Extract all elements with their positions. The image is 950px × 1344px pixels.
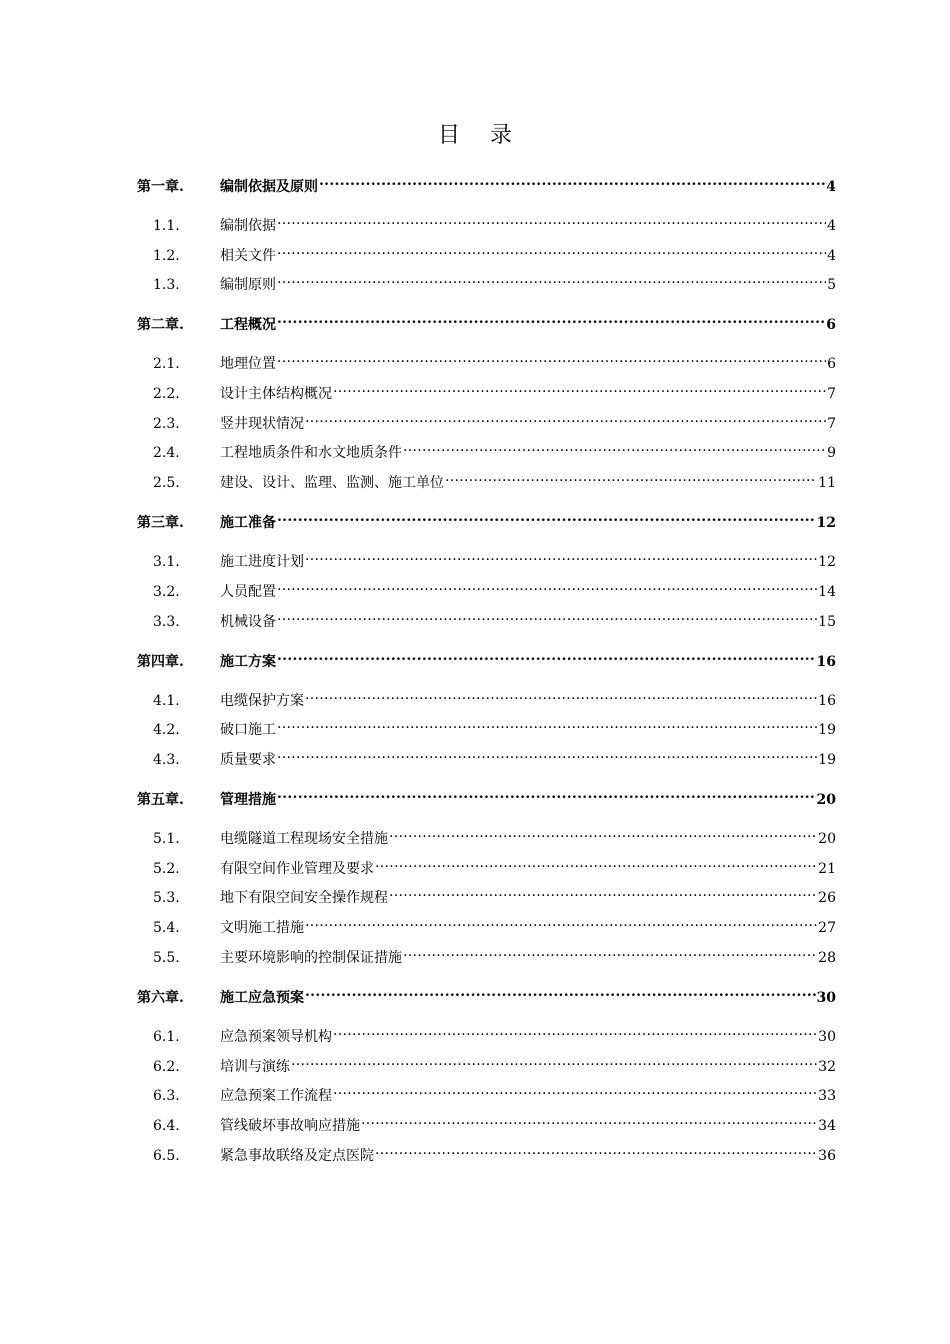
toc-entry-page-number: 36: [818, 1148, 836, 1164]
toc-entry-page-number: 20: [818, 831, 836, 847]
dot-leader: [277, 576, 817, 596]
toc-entry-number: 5.3.: [153, 890, 180, 906]
dot-leader: [277, 714, 817, 734]
toc-entry-page-number: 20: [816, 792, 836, 808]
toc-entry-page-number: 7: [827, 386, 836, 402]
dot-leader: [277, 240, 826, 260]
toc-entry-page-number: 28: [818, 950, 836, 966]
toc-entry-title: 编制依据及原则: [220, 179, 318, 195]
toc-entry-title: 施工方案: [220, 654, 276, 670]
toc-entry-page-number: 6: [827, 356, 836, 372]
dot-leader: [305, 685, 817, 705]
toc-section-entry[interactable]: [137, 606, 836, 630]
toc-entry-number: 6.3.: [153, 1088, 180, 1104]
toc-entry-title: 机械设备: [220, 614, 276, 630]
toc-entry-page-number: 14: [818, 584, 836, 600]
toc-section-entry[interactable]: [137, 348, 836, 372]
toc-entry-number: 第二章.: [137, 317, 184, 333]
dot-leader: [277, 606, 817, 626]
toc-entry-page-number: 32: [818, 1059, 836, 1075]
toc-entry-number: 第六章.: [137, 990, 184, 1006]
toc-entry-number: 2.3.: [153, 416, 180, 432]
toc-entry-title: 编制原则: [220, 277, 276, 293]
toc-entry-number: 2.2.: [153, 386, 180, 402]
toc-entry-page-number: 9: [827, 445, 836, 461]
toc-entry-number: 4.2.: [153, 722, 180, 738]
toc-entry-number: 4.3.: [153, 752, 180, 768]
toc-entry-number: 6.4.: [153, 1118, 180, 1134]
toc-entry-title: 工程地质条件和水文地质条件: [220, 445, 402, 461]
toc-entry-title: 破口施工: [220, 722, 276, 738]
toc-entry-number: 1.3.: [153, 277, 180, 293]
dot-leader: [277, 646, 816, 666]
toc-title: [0, 121, 950, 151]
toc-entry-title: 有限空间作业管理及要求: [220, 861, 374, 877]
toc-chapter-entry[interactable]: [137, 982, 836, 1006]
toc-entry-page-number: 4: [826, 179, 836, 195]
dot-leader: [389, 882, 817, 902]
dot-leader: [291, 1051, 817, 1071]
toc-section-entry[interactable]: [137, 942, 836, 966]
dot-leader: [305, 982, 816, 1002]
toc-chapter-entry[interactable]: [137, 309, 836, 333]
toc-entry-number: 5.5.: [153, 950, 180, 966]
toc-entry-page-number: 21: [818, 861, 836, 877]
dot-leader: [445, 467, 817, 487]
toc-entry-number: 6.5.: [153, 1148, 180, 1164]
toc-entry-number: 第三章.: [137, 515, 184, 531]
toc-entry-title: 应急预案领导机构: [220, 1029, 332, 1045]
dot-leader: [277, 269, 826, 289]
toc-section-entry[interactable]: [137, 1140, 836, 1164]
toc-entry-page-number: 6: [826, 317, 836, 333]
dot-leader: [389, 823, 817, 843]
toc-section-entry[interactable]: [137, 912, 836, 936]
toc-section-entry[interactable]: [137, 1021, 836, 1045]
dot-leader: [333, 1021, 817, 1041]
toc-section-entry[interactable]: [137, 546, 836, 570]
toc-entry-page-number: 34: [818, 1118, 836, 1134]
toc-chapter-entry[interactable]: [137, 507, 836, 531]
toc-section-entry[interactable]: [137, 714, 836, 738]
toc-section-entry[interactable]: [137, 378, 836, 402]
toc-chapter-entry[interactable]: [137, 171, 836, 195]
toc-title-char-2: 录: [490, 123, 513, 148]
dot-leader: [305, 546, 817, 566]
toc-entry-number: 2.5.: [153, 475, 180, 491]
dot-leader: [333, 1080, 817, 1100]
toc-section-entry[interactable]: [137, 1110, 836, 1134]
dot-leader: [277, 507, 816, 527]
dot-leader: [319, 171, 825, 191]
dot-leader: [403, 437, 826, 457]
toc-entry-page-number: 30: [816, 990, 836, 1006]
toc-entry-title: 设计主体结构概况: [220, 386, 332, 402]
toc-entry-page-number: 16: [816, 654, 836, 670]
toc-section-entry[interactable]: [137, 408, 836, 432]
toc-entry-title: 紧急事故联络及定点医院: [220, 1148, 374, 1164]
toc-entry-title: 人员配置: [220, 584, 276, 600]
dot-leader: [403, 942, 817, 962]
toc-entry-title: 地理位置: [220, 356, 276, 372]
toc-entry-number: 第五章.: [137, 792, 184, 808]
toc-entry-title: 编制依据: [220, 218, 276, 234]
toc-entry-number: 6.1.: [153, 1029, 180, 1045]
toc-entry-number: 3.3.: [153, 614, 180, 630]
toc-entry-title: 相关文件: [220, 248, 276, 264]
dot-leader: [333, 378, 826, 398]
toc-entry-title: 主要环境影响的控制保证措施: [220, 950, 402, 966]
toc-entry-title: 培训与演练: [220, 1059, 290, 1075]
toc-entry-number: 第一章.: [137, 179, 184, 195]
toc-entry-number: 2.4.: [153, 445, 180, 461]
toc-entry-title: 文明施工措施: [220, 920, 304, 936]
toc-title-char-1: 目: [437, 123, 460, 148]
dot-leader: [305, 912, 817, 932]
toc-section-entry[interactable]: [137, 882, 836, 906]
toc-entry-page-number: 26: [818, 890, 836, 906]
toc-entry-page-number: 12: [818, 554, 836, 570]
dot-leader: [277, 348, 826, 368]
toc-section-entry[interactable]: [137, 685, 836, 709]
dot-leader: [277, 309, 825, 329]
toc-entry-number: 5.1.: [153, 831, 180, 847]
dot-leader: [277, 744, 817, 764]
toc-entry-number: 1.1.: [153, 218, 180, 234]
toc-entry-title: 管线破坏事故响应措施: [220, 1118, 360, 1134]
toc-entry-number: 2.1.: [153, 356, 180, 372]
toc-entry-number: 3.1.: [153, 554, 180, 570]
toc-entry-page-number: 19: [818, 722, 836, 738]
toc-entry-page-number: 15: [818, 614, 836, 630]
toc-section-entry[interactable]: [137, 576, 836, 600]
toc-entry-page-number: 33: [818, 1088, 836, 1104]
toc-entry-page-number: 11: [818, 475, 836, 491]
toc-entry-number: 5.2.: [153, 861, 180, 877]
toc-entry-title: 施工进度计划: [220, 554, 304, 570]
toc-entry-number: 3.2.: [153, 584, 180, 600]
toc-entry-title: 建设、设计、监理、监测、施工单位: [220, 475, 444, 491]
toc-section-entry[interactable]: [137, 467, 836, 491]
toc-entry-number: 5.4.: [153, 920, 180, 936]
toc-chapter-entry[interactable]: [137, 784, 836, 808]
toc-entry-title: 应急预案工作流程: [220, 1088, 332, 1104]
toc-entry-title: 工程概况: [220, 317, 276, 333]
toc-entry-page-number: 4: [827, 218, 836, 234]
toc-section-entry[interactable]: [137, 210, 836, 234]
toc-chapter-entry[interactable]: [137, 646, 836, 670]
toc-section-entry[interactable]: [137, 1051, 836, 1075]
dot-leader: [375, 853, 817, 873]
toc-entry-page-number: 16: [818, 693, 836, 709]
toc-entry-page-number: 5: [827, 277, 836, 293]
dot-leader: [375, 1140, 817, 1160]
toc-section-entry[interactable]: [137, 240, 836, 264]
toc-entry-title: 施工应急预案: [220, 990, 304, 1006]
toc-entry-title: 竖井现状情况: [220, 416, 304, 432]
toc-entry-title: 地下有限空间安全操作规程: [220, 890, 388, 906]
toc-section-entry[interactable]: [137, 437, 836, 461]
toc-entry-title: 质量要求: [220, 752, 276, 768]
toc-entry-title: 电缆保护方案: [220, 693, 304, 709]
dot-leader: [305, 408, 826, 428]
dot-leader: [277, 210, 826, 230]
toc-entry-number: 第四章.: [137, 654, 184, 670]
toc-entry-number: 6.2.: [153, 1059, 180, 1075]
dot-leader: [277, 784, 816, 804]
toc-entry-number: 1.2.: [153, 248, 180, 264]
dot-leader: [361, 1110, 817, 1130]
toc-entry-page-number: 30: [818, 1029, 836, 1045]
toc-section-entry[interactable]: [137, 853, 836, 877]
toc-entry-title: 管理措施: [220, 792, 276, 808]
toc-entry-page-number: 27: [818, 920, 836, 936]
toc-entry-number: 4.1.: [153, 693, 180, 709]
toc-entry-title: 电缆隧道工程现场安全措施: [220, 831, 388, 847]
toc-section-entry[interactable]: [137, 1080, 836, 1104]
toc-entry-page-number: 19: [818, 752, 836, 768]
toc-section-entry[interactable]: [137, 823, 836, 847]
toc-entry-page-number: 12: [816, 515, 836, 531]
toc-entry-page-number: 7: [827, 416, 836, 432]
toc-section-entry[interactable]: [137, 744, 836, 768]
toc-entry-title: 施工准备: [220, 515, 276, 531]
toc-section-entry[interactable]: [137, 269, 836, 293]
toc-entry-page-number: 4: [827, 248, 836, 264]
